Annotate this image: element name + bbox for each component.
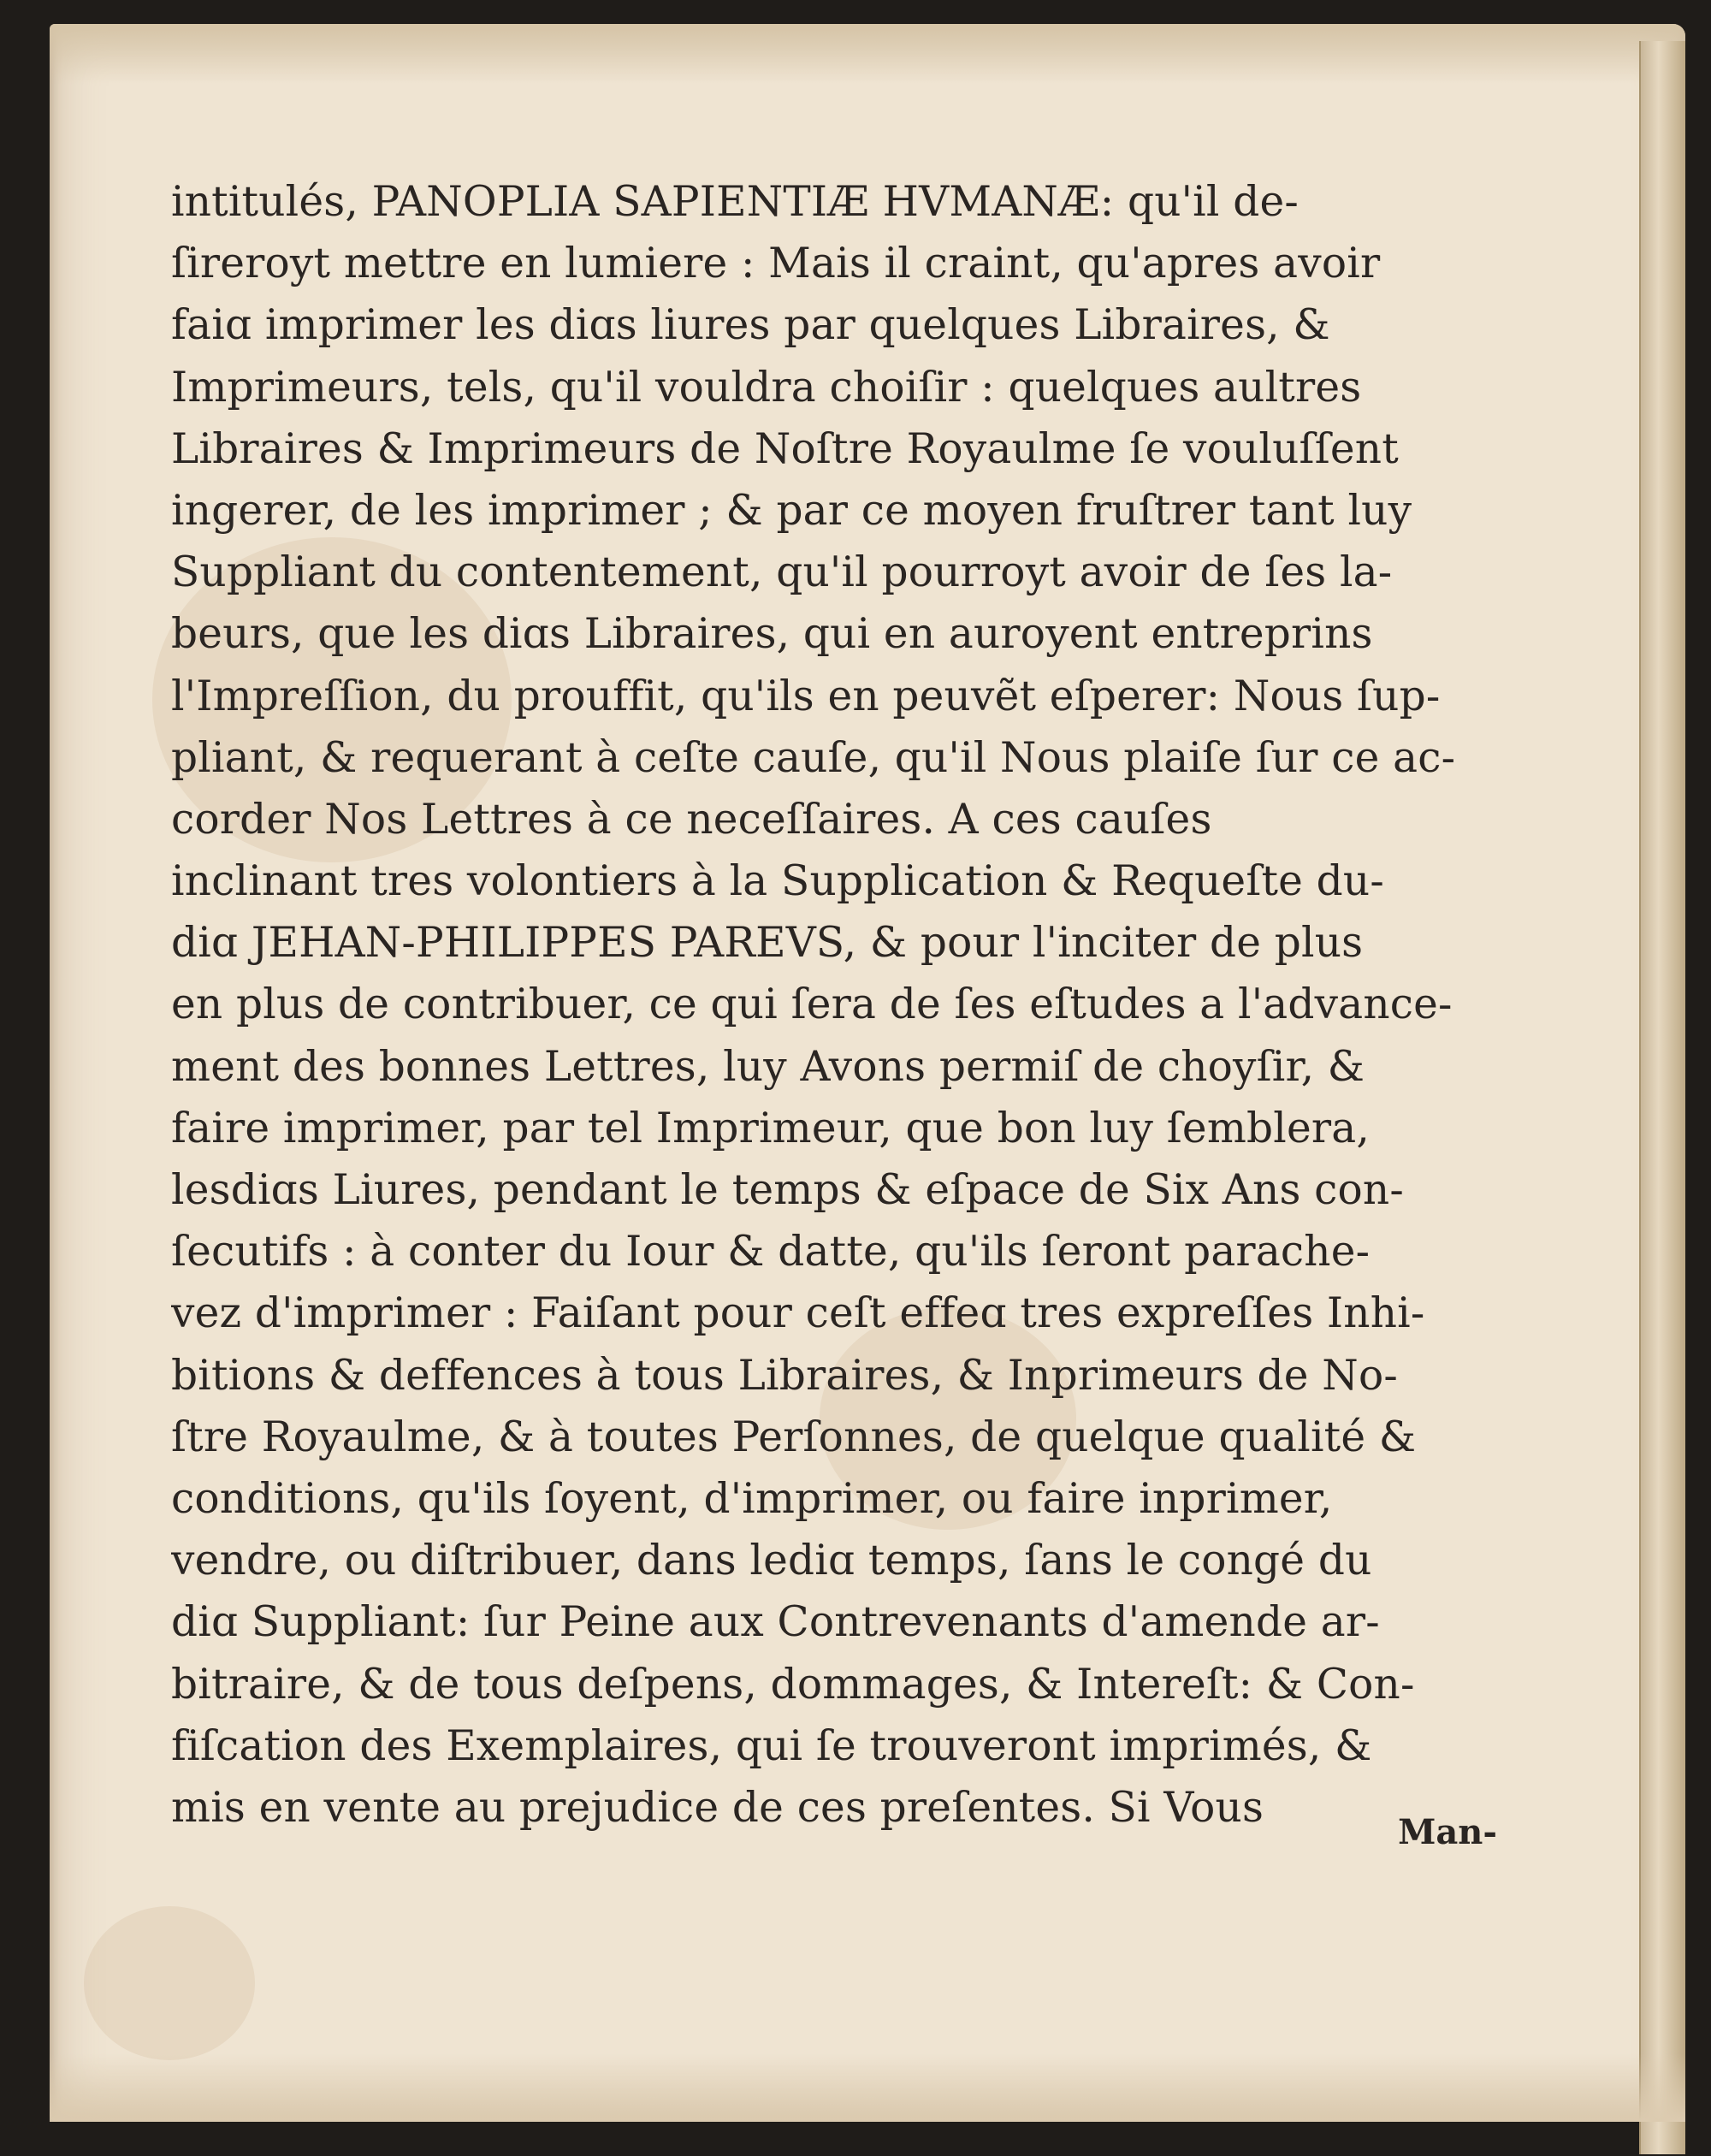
text-line: conditions, qu'ils ſoyent, d'imprimer, ou faire inprimer, (171, 1474, 1333, 1523)
catchword: Man- (1398, 1812, 1497, 1852)
text-line: bitraire, & de tous deſpens, dommages, & Intereſt: & Con- (171, 1660, 1415, 1709)
text-line: l'Impreſſion, du prouffit, qu'ils en peuvẽt eſperer: Nous ſup- (171, 672, 1441, 720)
text-line: ſtre Royaulme, & à toutes Perſonnes, de quelque qualité & (171, 1413, 1417, 1461)
text-line: inclinant tres volontiers à la Supplication & Requeſte du- (171, 857, 1384, 906)
text-line: bitions & deffences à tous Libraires, & Inprimeurs de No- (171, 1351, 1398, 1400)
text-line: vendre, ou diſtribuer, dans lediɑ temps, ſans le congé du (171, 1537, 1372, 1585)
text-line: vez d'imprimer : Faiſant pour ceſt effeɑ tres expreſſes Inhi- (171, 1289, 1425, 1338)
text-line: pliant, & requerant à ceſte cauſe, qu'il Nous plaiſe ſur ce ac- (171, 733, 1456, 782)
text-line: fiſcation des Exemplaires, qui ſe trouveront imprimés, & (171, 1721, 1372, 1770)
text-line: beurs, que les diɑs Libraires, qui en auroyent entreprins (171, 610, 1373, 659)
paper-stain (84, 1906, 255, 2060)
text-line: ment des bonnes Lettres, luy Avons permiſ de choyſir, & (171, 1042, 1365, 1091)
text-line: Imprimeurs, tels, qu'il vouldra choiſir : quelques aultres (171, 363, 1362, 412)
text-line: faiɑ imprimer les diɑs liures par quelques Libraires, & (171, 301, 1330, 350)
text-line: mis en vente au prejudice de ces preſentes. Si Vous (171, 1783, 1264, 1832)
text-line: ſireroyt mettre en lumiere : Mais il craint, qu'apres avoir (171, 240, 1381, 288)
binding-edge (1639, 41, 1685, 2154)
text-line: corder Nos Lettres à ce neceſſaires. A ces cauſes (171, 795, 1212, 844)
text-line: faire imprimer, par tel Imprimeur, que bon luy ſemblera, (171, 1104, 1370, 1152)
text-line: diɑ Suppliant: ſur Peine aux Contrevenants d'amende ar- (171, 1598, 1380, 1647)
text-line: lesdiɑs Liures, pendant le temps & eſpace de Six Ans con- (171, 1166, 1404, 1214)
text-line: en plus de contribuer, ce qui ſera de ſes eſtudes a l'advance- (171, 980, 1453, 1029)
body-text (171, 171, 1506, 1839)
text-line: Suppliant du contentement, qu'il pourroyt avoir de ſes la- (171, 548, 1393, 597)
text-line: ſecutifs : à conter du Iour & datte, qu'ils ſeront parache- (171, 1228, 1371, 1276)
text-line: Libraires & Imprimeurs de Noſtre Royaulme ſe vouluſſent (171, 424, 1399, 473)
text-line: intitulés, PANOPLIA SAPIENTIÆ HVMANÆ: qu'il de- (171, 178, 1299, 226)
text-line: diɑ JEHAN-PHILIPPES PAREVS, & pour l'inciter de plus (171, 919, 1364, 968)
text-line: ingerer, de les imprimer ; & par ce moyen fruſtrer tant luy (171, 486, 1412, 535)
